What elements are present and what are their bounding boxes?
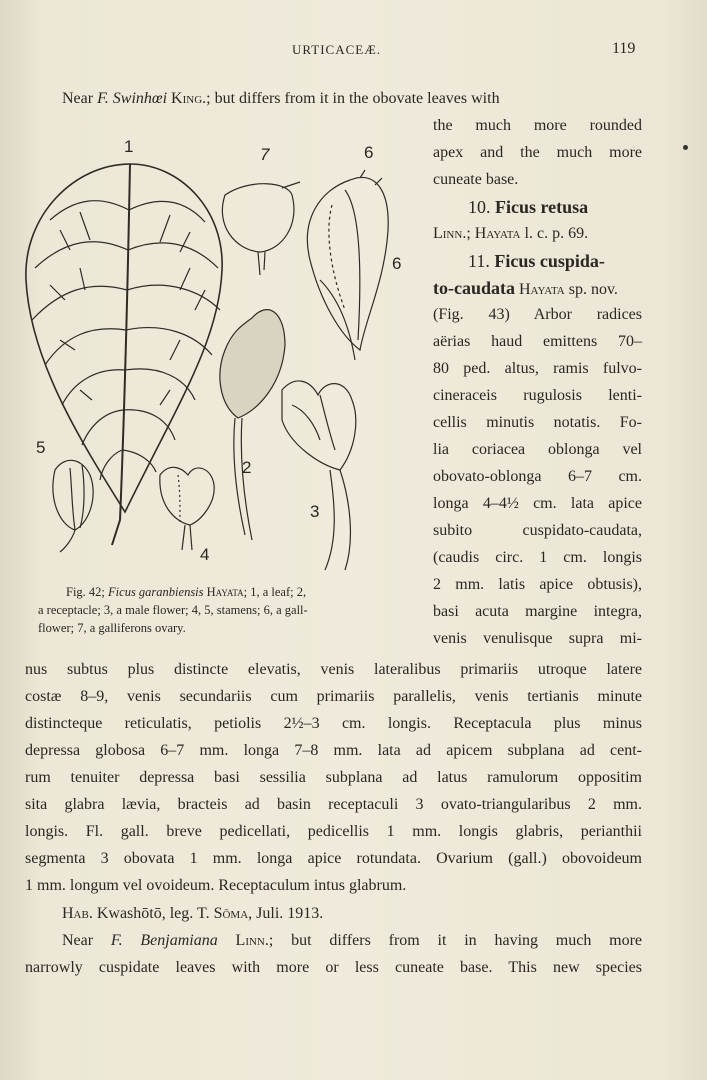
species11-line8: lia coriacea oblonga vel bbox=[433, 441, 642, 458]
figure-caption-line1: Fig. 42; Ficus garanbiensis Hayata; 1, a leaf; 2, bbox=[66, 585, 307, 599]
figure-label-1: 1 bbox=[124, 137, 134, 156]
species11-line11: subito cuspidato-caudata, bbox=[433, 522, 642, 539]
figure-label-6b: 6 bbox=[392, 254, 402, 273]
near2-line2: narrowly cuspidate leaves with more or less cuneate base. This new species bbox=[25, 959, 642, 976]
body-line-3: distincteque reticulatis, petiolis 2½–3 cm. longis. Receptacula plus minus bbox=[25, 715, 642, 732]
page-number: 119 bbox=[612, 40, 636, 57]
species11-line10: longa 4–4½ cm. lata apice bbox=[433, 495, 642, 512]
figure-label-7: 7 bbox=[260, 145, 270, 164]
species11-line4: aërias haud emittens 70– bbox=[433, 333, 642, 350]
leaf-drawing bbox=[26, 164, 222, 545]
species10-citation: Linn.; Hayata l. c. p. 69. bbox=[433, 225, 589, 242]
species10-heading: 10. Ficus retusa bbox=[468, 197, 589, 217]
receptacle-drawing bbox=[220, 310, 285, 540]
species11-line9: obovato-oblonga 6–7 cm. bbox=[433, 468, 642, 485]
stamens-4-drawing bbox=[160, 467, 214, 550]
para1-line1: Near F. Swinhœi King.; but differs from it in the obovate leaves with bbox=[62, 90, 500, 107]
running-title: URTICACEÆ. bbox=[292, 42, 382, 57]
body-line-6: sita glabra lævia, bracteis ad basin receptaculi 3 ovato-triangularibus 2 mm. bbox=[25, 796, 642, 813]
figure-label-2: 2 bbox=[242, 458, 252, 477]
body-line-4: depressa globosa 6–7 mm. longa 7–8 mm. lata ad apicem subplana ad cent- bbox=[25, 742, 642, 759]
stamens-5-drawing bbox=[53, 460, 93, 552]
species11-line7: cellis minutis notatis. Fo- bbox=[433, 414, 642, 431]
male-flower-drawing bbox=[282, 381, 356, 570]
figure-caption-line2: a receptacle; 3, a male flower; 4, 5, stamens; 6, a gall- bbox=[38, 603, 308, 617]
ink-speck bbox=[683, 145, 688, 150]
figure-label-5: 5 bbox=[36, 438, 46, 457]
running-header bbox=[0, 42, 707, 62]
figure-label-6: 6 bbox=[364, 143, 374, 162]
body-line-9: 1 mm. longum vel ovoideum. Receptaculum intus glabrum. bbox=[25, 877, 407, 894]
near2-line1: Near F. Benjamiana Linn.; but differs from it in having much more bbox=[62, 932, 643, 949]
body-line-2: costæ 8–9, venis secundariis cum primariis parallelis, venis tertianis minute bbox=[25, 688, 642, 705]
species11-heading: 11. Ficus cuspida- bbox=[468, 251, 605, 271]
ovary-drawing bbox=[222, 182, 300, 275]
body-line-8: segmenta 3 obovata 1 mm. longa apice rotundata. Ovarium (gall.) obovoideum bbox=[25, 850, 642, 867]
para1-line4: cuneate base. bbox=[433, 171, 519, 188]
para1-line2: the much more rounded bbox=[433, 117, 642, 134]
species11-line14: basi acuta margine integra, bbox=[433, 603, 642, 620]
species11-heading-cont: to-caudata Hayata sp. nov. bbox=[433, 278, 618, 298]
figure-42-illustration bbox=[20, 150, 405, 580]
body-line-1: nus subtus plus distincte elevatis, venis lateralibus primariis utroque latere bbox=[25, 661, 642, 678]
species11-line6: cineraceis rugulosis lenti- bbox=[433, 387, 642, 404]
body-line-7: longis. Fl. gall. breve pedicellati, pedicellis 1 mm. longis glabris, perianthii bbox=[25, 823, 642, 840]
species11-line13: 2 mm. latis apice obtusis), bbox=[433, 576, 642, 593]
species11-line15: venis venulisque supra mi- bbox=[433, 630, 642, 647]
figure-label-3: 3 bbox=[310, 502, 320, 521]
body-line-5: rum tenuiter depressa basi sessilia subplana ad latus ramulorum oppositim bbox=[25, 769, 642, 786]
figure-label-4: 4 bbox=[200, 545, 210, 564]
species11-line3: (Fig. 43) Arbor radices bbox=[433, 306, 642, 323]
species11-line5: 80 ped. altus, ramis fulvo- bbox=[433, 360, 642, 377]
para1-line3: apex and the much more bbox=[433, 144, 642, 161]
species11-line12: (caudis circ. 1 cm. longis bbox=[433, 549, 642, 566]
gall-flower-drawing bbox=[307, 170, 388, 360]
habitat-line: Hab. Kwashōtō, leg. T. Sōma, Juli. 1913. bbox=[62, 905, 324, 922]
figure-caption-line3: flower; 7, a galliferons ovary. bbox=[38, 621, 186, 635]
